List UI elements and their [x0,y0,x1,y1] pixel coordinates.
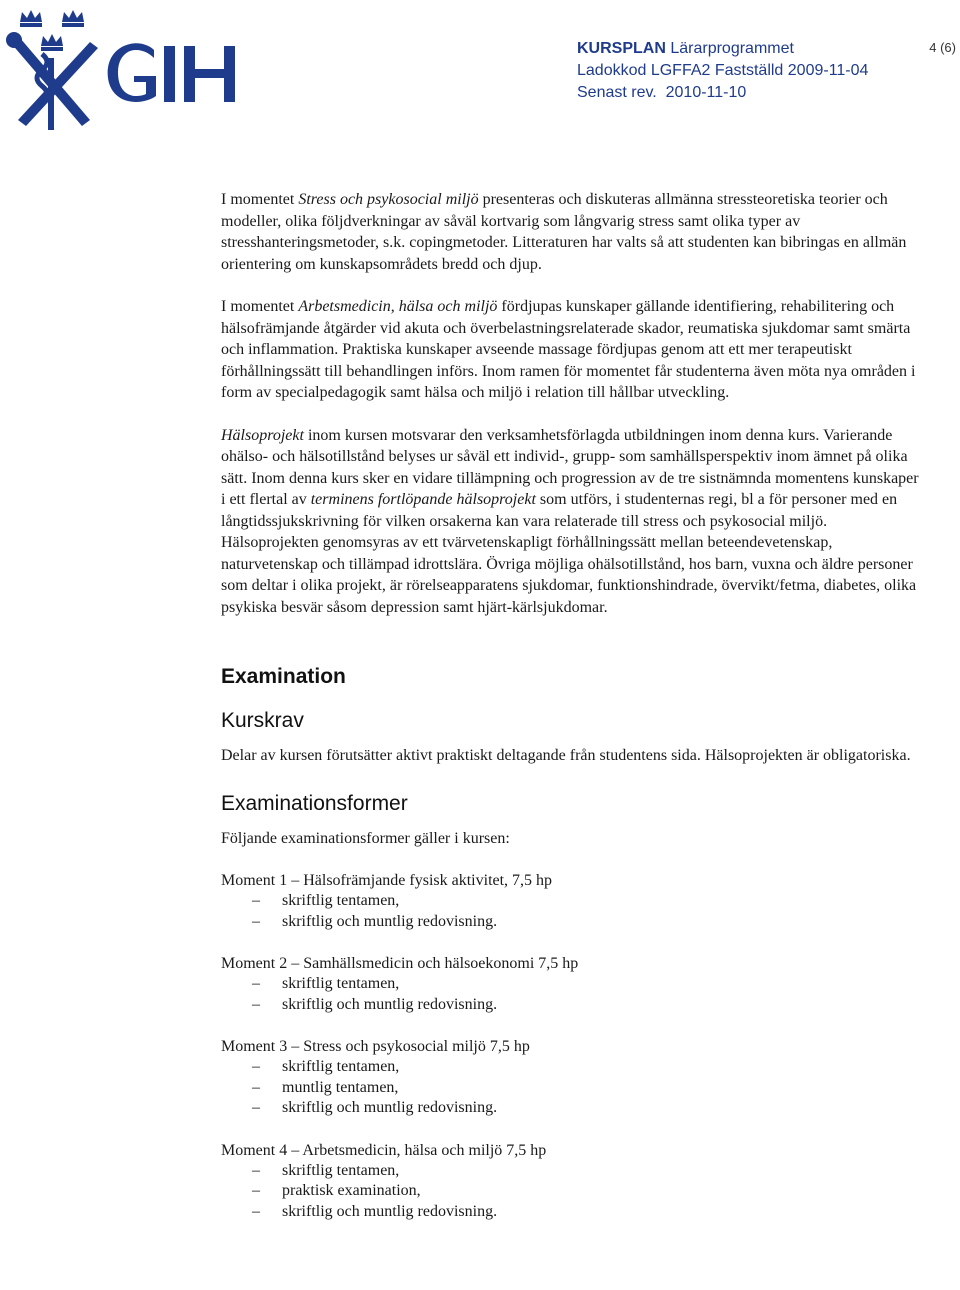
paragraph-stress [221,189,921,275]
moment-block [221,1036,921,1119]
moment-items [221,891,921,932]
item-text: praktisk examination, [282,1182,421,1199]
moment-items [221,1057,921,1119]
item-text: skriftlig tentamen, [282,975,400,992]
dash-bullet: – [252,1182,260,1199]
list-item [221,995,921,1016]
moment-items [221,974,921,1015]
moment-title: Moment 1 – Hälsofrämjande fysisk aktivitet, 7,5 hp [221,872,553,889]
list-item [221,1202,921,1223]
item-text: skriftlig och muntlig redovisning. [282,1202,498,1220]
kurskrav-text: Delar av kursen förutsätter aktivt praktiskt deltagande från studentens sida. Hälsoprojekten är obligatoriska. [221,747,911,764]
dash-bullet: – [252,912,260,930]
moment-name: Arbetsmedicin, hälsa och miljö [298,298,498,315]
list-item [221,1078,921,1099]
moment-items [221,1161,921,1223]
moment-name: Stress och psykosocial miljö [298,191,479,208]
text: I momentet [221,298,299,315]
header-line-3: Senast rev. 2010-11-10 [577,84,747,101]
examinationsformer-intro: Följande examinationsformer gäller i kursen: [221,829,510,847]
list-item [221,891,921,912]
item-text: skriftlig tentamen, [282,1058,400,1075]
subheading-kurskrav: Kurskrav [221,709,304,732]
item-text: skriftlig och muntlig redovisning. [282,995,498,1013]
document-header [577,38,868,104]
paragraph-halsoprojekt [221,425,921,619]
moment-title: Moment 2 – Samhällsmedicin och hälsoekonomi 7,5 hp [221,955,579,972]
item-text: skriftlig och muntlig redovisning. [282,912,498,930]
term: terminens fortlöpande hälsoprojekt [310,491,536,508]
text: presenteras och diskuteras allmänna stressteoretiska teorier och modeller, olika följdverkningar av såväl kortvarig som långvarig stress samt olika typer av stresshanteringsmetoder, s.k. copingmetoder. Litteraturen har valts så att studenten kan bibringas en allmän orientering om kunskapsområdets bredd och djup. [221,191,907,273]
list-item [221,1161,921,1182]
list-item [221,974,921,995]
moment-block [221,1140,921,1223]
dash-bullet: – [252,892,260,909]
moment-block [221,953,921,1015]
gih-emblem-icon [2,2,247,132]
item-text: skriftlig tentamen, [282,1161,400,1179]
program-name: Lärarprogrammet [670,40,794,57]
list-item [221,1181,921,1202]
header-line-2: Ladokkod LGFFA2 Fastställd 2009-11-04 [577,62,869,79]
dash-bullet: – [252,1099,260,1116]
doc-type: KURSPLAN [577,40,666,57]
section-heading-examination: Examination [221,665,346,688]
moment-block [221,870,921,932]
page-number: 4 (6) [929,40,956,55]
header-line-1 [577,38,868,60]
moment-title: Moment 3 – Stress och psykosocial miljö 7,5 hp [221,1038,530,1055]
main-content [221,189,921,1243]
dash-bullet: – [252,1058,260,1075]
moment-title: Moment 4 – Arbetsmedicin, hälsa och miljö 7,5 hp [221,1141,547,1159]
text: inom kursen motsvarar den verksamhetsförlagda utbildningen inom denna kurs. Varierande ohälso- och hälsotillstånd belyses ur såväl ett individ-, grupp- som samhällsperspektiv inom ämnet på olika sätt. Inom denna kurs sker en vidare tillämpning och progression av de tre sistnämnda momentens kunskaper i ett flertal av [221,426,919,508]
dash-bullet: – [252,1202,260,1220]
list-item [221,912,921,933]
text: fördjupas kunskaper gällande identifiering, rehabilitering och hälsofrämjande åtgärder vid akuta och överbelastningsrelaterade skador, reumatiska sjukdomar samt smärta och inflammation. Praktiska kunskaper avseende massage fördjupas genom att ett mer terapeutiskt förhållningssätt till behandlingen införs. Inom ramen för momentet får studenterna även möta nya områden i form av specialpedagogik samt hälsa och miljö i relation till hållbar utveckling. [221,298,916,401]
list-item [221,1098,921,1119]
dash-bullet: – [252,1161,260,1179]
term: Hälsoprojekt [221,426,304,444]
gih-logo [2,2,247,132]
dash-bullet: – [252,1078,260,1096]
paragraph-arbetsmedicin [221,296,921,404]
dash-bullet: – [252,975,260,992]
dash-bullet: – [252,995,260,1013]
subheading-examinationsformer: Examinationsformer [221,791,408,815]
text: I momentet [221,191,299,208]
item-text: skriftlig och muntlig redovisning. [282,1099,498,1116]
item-text: skriftlig tentamen, [282,892,400,909]
text: som utförs, i studenternas regi, bl a för personer med en långtidssjukskrivning för vilken orsakerna kan vara relaterade till stress och psykosocial miljö. Hälsoprojekten genomsyras av ett tvärvetenskapligt förhållningssätt mellan beteendevetenskap, naturvetenskap och tillämpad idrottslära. Övriga möjliga ohälsotillstånd, hos barn, vuxna och äldre personer som deltar i olika projekt, är rörelseapparatens sjukdomar, funktionshindrade, övervikt/fetma, diabetes, olika psykiska besvär såsom depression samt hjärt-kärlsjukdomar. [221,491,917,616]
item-text: muntlig tentamen, [282,1078,399,1096]
list-item [221,1057,921,1078]
